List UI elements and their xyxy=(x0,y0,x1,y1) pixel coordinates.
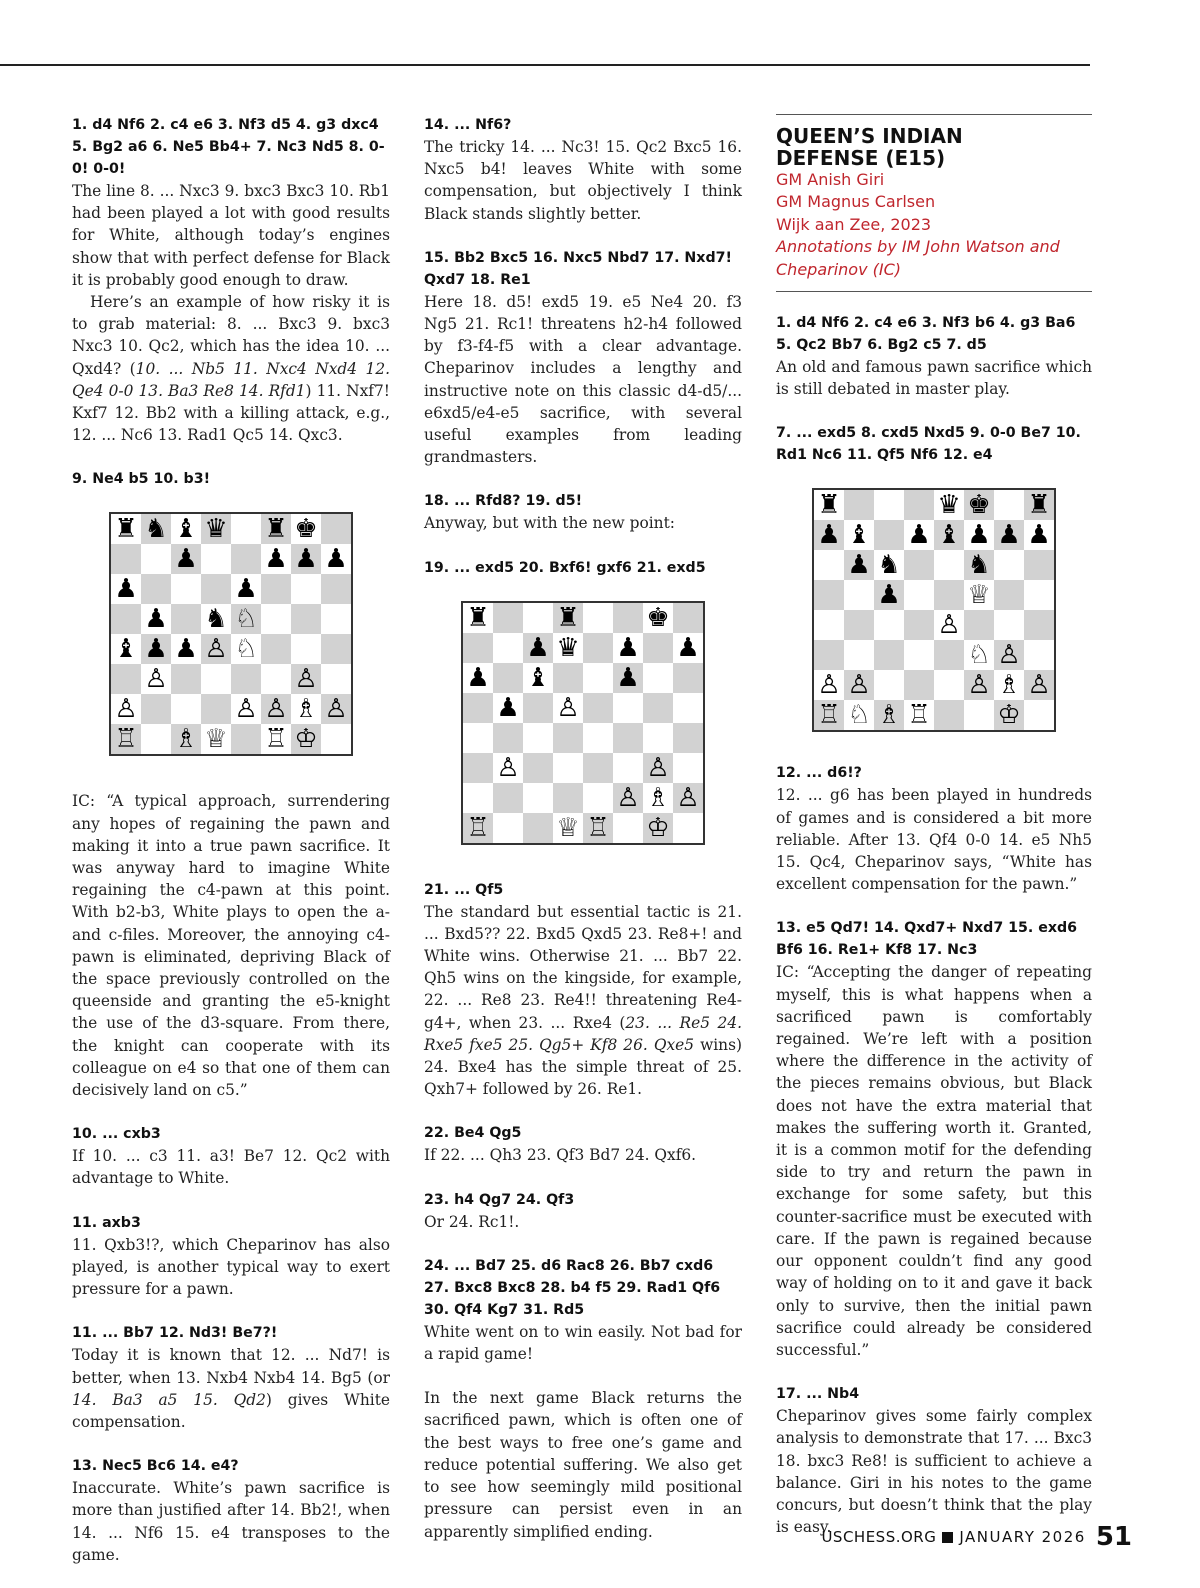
board-square xyxy=(583,753,613,783)
annotation-text: In the next game Black returns the sacrificed pawn, which is often one of the best ways to free one’s game and reduce potential suffering. We also get to see how seemingly mild positional pressure can persist even in an apparently simplified ending. xyxy=(424,1389,742,1541)
board-square xyxy=(321,724,351,754)
board-square xyxy=(321,664,351,694)
board-square xyxy=(291,604,321,634)
white-pawn-icon: ♙ xyxy=(994,640,1024,670)
board-square xyxy=(613,813,643,843)
black-pawn-icon: ♟ xyxy=(523,633,553,663)
board-square xyxy=(463,753,493,783)
annotation-text: The tricky 14. ... Nc3! 15. Qc2 Bxc5 16. Nxc5 b4! leaves White with some compensation, but objectively I think Black stands slightly better. xyxy=(424,138,742,223)
black-pawn-icon: ♟ xyxy=(493,693,523,723)
board-square xyxy=(673,813,703,843)
board-square xyxy=(643,633,673,663)
board-square xyxy=(201,694,231,724)
white-rook-icon: ♖ xyxy=(463,813,493,843)
annotation-text: IC: “Accepting the danger of repeating myself, this is what happens when a sacrificed pawn is comfortably regained. We’re left with a position where the difference in the activity of the pieces remains obvious, but Black does not have the extra material that makes the suffering worth it. Granted, it is a common motif for the defending side to try and return the pawn in exchange for some safety, but this counter-sacrifice must be executed with care. If the pawn is regained because our opponent couldn’t find any good way of holding on to it and gave it back only to survive, then the initial pawn sacrifice could already be considered successful.” xyxy=(776,963,1092,1359)
move-heading: 9. Ne4 b5 10. b3! xyxy=(72,471,211,488)
move-heading: 19. ... exd5 20. Bxf6! gxf6 21. exd5 xyxy=(424,559,706,576)
white-knight-icon: ♘ xyxy=(964,640,994,670)
board-square xyxy=(874,490,904,520)
board-square xyxy=(583,603,613,633)
board-square xyxy=(613,603,643,633)
board-square xyxy=(261,604,291,634)
white-pawn-icon: ♙ xyxy=(231,694,261,724)
column-3-body xyxy=(776,312,1092,1538)
black-pawn-icon: ♟ xyxy=(1024,520,1054,550)
board-square xyxy=(583,663,613,693)
black-bishop-icon: ♝ xyxy=(111,634,141,664)
white-pawn-icon: ♙ xyxy=(493,753,523,783)
board-square xyxy=(964,610,994,640)
annotation-text: The standard but essential tactic is 21. ... Bxd5?? 22. Bxd5 Qxd5 23. Re8+! and White wins. Otherwise 21. ... Bb7 22. Qh5 wins on the kingside, for example, 22. ... Re8 23. Re4!! threatening Re4-g4+, when 23. ... Rxe4 (23. ... Re5 24. Rxe5 fxe5 25. Qg5+ Kf8 26. Qxe5 wins) 24. Bxe4 has the simple threat of 25. Qxh7+ followed by 26. Re1. xyxy=(424,902,742,1099)
black-queen-icon: ♛ xyxy=(553,633,583,663)
board-square xyxy=(171,604,201,634)
board-square xyxy=(493,813,523,843)
black-pawn-icon: ♟ xyxy=(231,574,261,604)
board-square xyxy=(934,670,964,700)
board-square xyxy=(321,604,351,634)
board-square xyxy=(171,664,201,694)
board-square xyxy=(523,753,553,783)
black-pawn-icon: ♟ xyxy=(994,520,1024,550)
annotation-text: Here’s an example of how risky it is to grab material: 8. ... Bxc3 9. bxc3 Nxc3 10. Qc2, which has the idea 10. ... Qxd4? (10. ... Nb5 11. Nxc4 Nxd4 12. Qe4 0-0 13. Ba3 Re8 14. Rfd1) 11. Nxf7! Kxf7 12. Bb2 with a killing attack, e.g., 12. ... Nc6 13. Rad1 Qc5 14. Qxc3. xyxy=(72,293,391,445)
black-king-icon: ♚ xyxy=(643,603,673,633)
chess-diagram xyxy=(812,488,1056,732)
board-square xyxy=(523,723,553,753)
annotation-text: Anyway, but with the new point: xyxy=(424,514,675,533)
board-square xyxy=(463,783,493,813)
board-square xyxy=(493,633,523,663)
annotators-line-1: Annotations by IM John Watson and xyxy=(776,237,1060,257)
white-rook-icon: ♖ xyxy=(583,813,613,843)
top-rule xyxy=(0,64,1090,66)
board-square xyxy=(463,723,493,753)
white-pawn-icon: ♙ xyxy=(964,670,994,700)
board-square xyxy=(111,664,141,694)
event: Wijk aan Zee, 2023 xyxy=(776,214,932,234)
board-square xyxy=(523,783,553,813)
board-square xyxy=(643,693,673,723)
white-player: GM Anish Giri xyxy=(776,170,885,189)
white-pawn-icon: ♙ xyxy=(291,664,321,694)
board-square xyxy=(814,610,844,640)
black-bishop-icon: ♝ xyxy=(934,520,964,550)
board-square xyxy=(613,753,643,783)
move-heading: 1. d4 Nf6 2. c4 e6 3. Nf3 d5 4. g3 dxc4 5. Bg2 a6 6. Ne5 Bb4+ 7. Nc3 Nd5 8. 0-0! 0-0! xyxy=(72,117,385,177)
board-square xyxy=(583,693,613,723)
white-pawn-icon: ♙ xyxy=(111,694,141,724)
annotation-text: If 10. ... c3 11. a3! Be7 12. Qc2 with advantage to White. xyxy=(72,1147,390,1188)
board-square xyxy=(553,723,583,753)
black-rook-icon: ♜ xyxy=(111,514,141,544)
white-knight-icon: ♘ xyxy=(844,700,874,730)
move-heading: 11. axb3 xyxy=(72,1214,141,1231)
white-pawn-icon: ♙ xyxy=(321,694,351,724)
white-rook-icon: ♖ xyxy=(111,724,141,754)
footer-square-icon xyxy=(942,1532,953,1543)
board-square xyxy=(673,723,703,753)
board-square xyxy=(231,544,261,574)
annotation-text: 11. Qxb3!?, which Cheparinov has also played, is another typical way to exert pressure for a pawn. xyxy=(72,1235,390,1299)
board-square xyxy=(934,580,964,610)
board-square xyxy=(964,700,994,730)
white-pawn-icon: ♙ xyxy=(613,783,643,813)
white-bishop-icon: ♗ xyxy=(994,670,1024,700)
black-pawn-icon: ♟ xyxy=(904,520,934,550)
board-square xyxy=(583,783,613,813)
chess-diagram xyxy=(461,601,705,845)
move-heading: 11. ... Bb7 12. Nd3! Be7?! xyxy=(72,1325,278,1342)
board-square xyxy=(904,610,934,640)
move-heading: 14. ... Nf6? xyxy=(424,117,512,133)
board-square xyxy=(493,783,523,813)
white-pawn-icon: ♙ xyxy=(553,693,583,723)
board-square xyxy=(1024,700,1054,730)
board-square xyxy=(321,634,351,664)
board-square xyxy=(874,610,904,640)
white-pawn-icon: ♙ xyxy=(643,753,673,783)
white-rook-icon: ♖ xyxy=(904,700,934,730)
board-square xyxy=(201,574,231,604)
white-pawn-icon: ♙ xyxy=(1024,670,1054,700)
white-knight-icon: ♘ xyxy=(231,634,261,664)
board-square xyxy=(463,633,493,663)
board-square xyxy=(814,640,844,670)
board-square xyxy=(1024,550,1054,580)
black-pawn-icon: ♟ xyxy=(171,634,201,664)
board-square xyxy=(111,544,141,574)
annotation-text: Inaccurate. White’s pawn sacrifice is more than justified after 14. Bb2!, when 14. ... Nf6 15. e4 transposes to the game. xyxy=(72,1479,390,1564)
white-bishop-icon: ♗ xyxy=(171,724,201,754)
opening-title-line-2: DEFENSE (E15) xyxy=(776,146,946,170)
black-king-icon: ♚ xyxy=(964,490,994,520)
board-square xyxy=(934,700,964,730)
move-heading: 10. ... cxb3 xyxy=(72,1126,161,1143)
board-square xyxy=(934,550,964,580)
page-footer xyxy=(821,1522,1132,1552)
annotation-text: IC: “A typical approach, surrendering any hopes of regaining the pawn and making it into a true pawn sacrifice. It was anyway hard to imagine White regaining the c4-pawn at this point. With b2-b3, White plays to open the a- and c-files. Moreover, the annoying c4-pawn is eliminated, depriving Black of the space previously controlled on the queenside and granting the e5-knight the use of the d3-square. From there, the knight can cooperate with its colleague on e4 so that one of them can decisively land on c5.” xyxy=(72,792,390,1100)
board-square xyxy=(523,813,553,843)
move-heading: 23. h4 Qg7 24. Qf3 xyxy=(424,1191,575,1208)
black-player: GM Magnus Carlsen xyxy=(776,192,936,212)
page-number: 51 xyxy=(1095,1522,1132,1552)
board-square xyxy=(904,640,934,670)
board-square xyxy=(934,640,964,670)
black-pawn-icon: ♟ xyxy=(613,663,643,693)
opening-title-line-1: QUEEN’S INDIAN xyxy=(776,124,963,148)
board-square xyxy=(231,664,261,694)
black-pawn-icon: ♟ xyxy=(964,520,994,550)
board-square xyxy=(141,574,171,604)
black-knight-icon: ♞ xyxy=(201,604,231,634)
black-rook-icon: ♜ xyxy=(1024,490,1054,520)
board-square xyxy=(141,694,171,724)
annotation-text: Or 24. Rc1!. xyxy=(424,1212,520,1231)
annotators-line-2: Cheparinov (IC) xyxy=(776,259,901,279)
annotation-text: Today it is known that 12. ... Nd7! is better, when 13. Nxb4 Nxb4 14. Bg5 (or 14. Ba3 a5 15. Qd2) gives White compensation. xyxy=(72,1346,391,1431)
footer-site: USCHESS.ORG xyxy=(821,1528,937,1546)
board-square xyxy=(904,550,934,580)
board-square xyxy=(844,580,874,610)
black-pawn-icon: ♟ xyxy=(261,544,291,574)
move-heading: 15. Bb2 Bxc5 16. Nxc5 Nbd7 17. Nxd7! Qxd7 18. Re1 xyxy=(424,249,732,288)
board-square xyxy=(673,603,703,633)
annotation-text: White went on to win easily. Not bad for a rapid game! xyxy=(424,1322,742,1364)
board-square xyxy=(904,670,934,700)
white-king-icon: ♔ xyxy=(994,700,1024,730)
black-pawn-icon: ♟ xyxy=(613,633,643,663)
white-pawn-icon: ♙ xyxy=(141,664,171,694)
black-rook-icon: ♜ xyxy=(814,490,844,520)
move-heading: 24. ... Bd7 25. d6 Rac8 26. Bb7 cxd6 27. Bxc8 Bxc8 28. b4 f5 29. Rad1 Qf6 30. Qf4 Kg7 31. Rd5 xyxy=(424,1257,721,1318)
board-square xyxy=(171,574,201,604)
black-pawn-icon: ♟ xyxy=(814,520,844,550)
board-square xyxy=(583,723,613,753)
board-square xyxy=(994,490,1024,520)
black-knight-icon: ♞ xyxy=(874,550,904,580)
board-square xyxy=(994,550,1024,580)
white-king-icon: ♔ xyxy=(291,724,321,754)
white-bishop-icon: ♗ xyxy=(643,783,673,813)
board-square xyxy=(291,634,321,664)
board-square xyxy=(523,693,553,723)
black-rook-icon: ♜ xyxy=(261,514,291,544)
white-king-icon: ♔ xyxy=(643,813,673,843)
board-square xyxy=(874,670,904,700)
board-square xyxy=(844,490,874,520)
annotation-text: 12. ... g6 has been played in hundreds of games and is considered a bit more reliable. After 13. Qf4 0-0 14. e5 Nh5 15. Qc4, Cheparinov says, “White has excellent compensation for the pawn.” xyxy=(776,786,1092,894)
white-pawn-icon: ♙ xyxy=(261,694,291,724)
board-square xyxy=(553,663,583,693)
move-heading: 13. Nec5 Bc6 14. e4? xyxy=(72,1458,239,1475)
black-pawn-icon: ♟ xyxy=(874,580,904,610)
board-square xyxy=(261,634,291,664)
black-bishop-icon: ♝ xyxy=(523,663,553,693)
black-king-icon: ♚ xyxy=(291,514,321,544)
board-square xyxy=(523,603,553,633)
board-square xyxy=(673,693,703,723)
move-heading: 13. e5 Qd7! 14. Qxd7+ Nxd7 15. exd6 Bf6 16. Re1+ Kf8 17. Nc3 xyxy=(776,920,1078,959)
move-heading: 1. d4 Nf6 2. c4 e6 3. Nf3 b6 4. g3 Ba6 5. Qc2 Bb7 6. Bg2 c5 7. d5 xyxy=(776,315,1076,354)
black-pawn-icon: ♟ xyxy=(111,574,141,604)
board-square xyxy=(643,663,673,693)
white-pawn-icon: ♙ xyxy=(673,783,703,813)
white-rook-icon: ♖ xyxy=(814,700,844,730)
board-square xyxy=(231,514,261,544)
annotation-text: Here 18. d5! exd5 19. e5 Ne4 20. f3 Ng5 21. Rc1! threatens h2-h4 followed by f3-f4-f5 with a clear advantage. Cheparinov includes a lengthy and instructive note on this classic d4-d5/... e6xd5/e4-e5 sacrifice, with several useful examples from leading grandmasters. xyxy=(424,292,742,467)
black-pawn-icon: ♟ xyxy=(141,634,171,664)
white-bishop-icon: ♗ xyxy=(874,700,904,730)
black-pawn-icon: ♟ xyxy=(171,544,201,574)
black-pawn-icon: ♟ xyxy=(321,544,351,574)
board-square xyxy=(673,663,703,693)
board-square xyxy=(231,724,261,754)
black-pawn-icon: ♟ xyxy=(141,604,171,634)
board-square xyxy=(171,694,201,724)
board-square xyxy=(874,640,904,670)
board-square xyxy=(613,693,643,723)
black-pawn-icon: ♟ xyxy=(673,633,703,663)
board-square xyxy=(1024,580,1054,610)
board-square xyxy=(291,574,321,604)
annotation-text: The line 8. ... Nxc3 9. bxc3 Bxc3 10. Rb1 had been played a lot with good results for White, although today’s engines show that with perfect defense for Black it is probably good enough to draw. xyxy=(72,182,390,289)
board-square xyxy=(493,663,523,693)
black-pawn-icon: ♟ xyxy=(463,663,493,693)
column-3 xyxy=(776,114,1092,1560)
footer-month: JANUARY 2026 xyxy=(959,1528,1086,1546)
white-bishop-icon: ♗ xyxy=(291,694,321,724)
black-knight-icon: ♞ xyxy=(141,514,171,544)
board-square xyxy=(844,610,874,640)
board-square xyxy=(141,724,171,754)
board-square xyxy=(814,550,844,580)
black-queen-icon: ♛ xyxy=(201,514,231,544)
board-square xyxy=(493,723,523,753)
white-queen-icon: ♕ xyxy=(964,580,994,610)
board-square xyxy=(1024,610,1054,640)
move-heading: 17. ... Nb4 xyxy=(776,1386,860,1403)
board-square xyxy=(553,753,583,783)
white-knight-icon: ♘ xyxy=(231,604,261,634)
black-rook-icon: ♜ xyxy=(463,603,493,633)
board-square xyxy=(874,520,904,550)
board-square xyxy=(261,664,291,694)
column-2 xyxy=(424,114,742,1565)
white-pawn-icon: ♙ xyxy=(201,634,231,664)
annotation-text: Cheparinov gives some fairly complex analysis to demonstrate that 17. ... Bxc3 18. bxc3 Re8! is sufficient to achieve a balance. Giri in his notes to the game concurs, but doesn’t think that the play is easy. xyxy=(776,1407,1092,1537)
black-pawn-icon: ♟ xyxy=(291,544,321,574)
board-square xyxy=(904,490,934,520)
chess-diagram xyxy=(109,512,353,756)
board-square xyxy=(904,580,934,610)
board-square xyxy=(1024,640,1054,670)
white-queen-icon: ♕ xyxy=(553,813,583,843)
move-heading: 12. ... d6!? xyxy=(776,765,862,782)
board-square xyxy=(111,604,141,634)
board-square xyxy=(673,753,703,783)
board-square xyxy=(321,574,351,604)
annotation-text: An old and famous pawn sacrifice which is still debated in master play. xyxy=(776,358,1092,399)
board-square xyxy=(321,514,351,544)
board-square xyxy=(141,544,171,574)
white-pawn-icon: ♙ xyxy=(814,670,844,700)
board-square xyxy=(493,603,523,633)
board-square xyxy=(643,723,673,753)
board-square xyxy=(994,610,1024,640)
board-square xyxy=(261,574,291,604)
board-square xyxy=(201,544,231,574)
black-bishop-icon: ♝ xyxy=(844,520,874,550)
board-square xyxy=(814,580,844,610)
move-heading: 7. ... exd5 8. cxd5 Nxd5 9. 0-0 Be7 10. Rd1 Nc6 11. Qf5 Nf6 12. e4 xyxy=(776,425,1081,464)
board-square xyxy=(844,640,874,670)
black-rook-icon: ♜ xyxy=(553,603,583,633)
board-square xyxy=(583,633,613,663)
white-pawn-icon: ♙ xyxy=(934,610,964,640)
move-heading: 22. Be4 Qg5 xyxy=(424,1125,522,1142)
board-square xyxy=(553,783,583,813)
annotation-text: If 22. ... Qh3 23. Qf3 Bd7 24. Qxf6. xyxy=(424,1146,697,1165)
board-square xyxy=(463,693,493,723)
board-square xyxy=(201,664,231,694)
column-1 xyxy=(72,114,390,1588)
game-header xyxy=(776,114,1092,281)
black-pawn-icon: ♟ xyxy=(844,550,874,580)
header-bottom-rule xyxy=(776,281,1092,292)
white-rook-icon: ♖ xyxy=(261,724,291,754)
move-heading: 21. ... Qf5 xyxy=(424,881,504,898)
white-pawn-icon: ♙ xyxy=(844,670,874,700)
white-queen-icon: ♕ xyxy=(201,724,231,754)
move-heading: 18. ... Rfd8? 19. d5! xyxy=(424,493,583,510)
black-bishop-icon: ♝ xyxy=(171,514,201,544)
black-queen-icon: ♛ xyxy=(934,490,964,520)
black-knight-icon: ♞ xyxy=(964,550,994,580)
board-square xyxy=(994,580,1024,610)
board-square xyxy=(613,723,643,753)
